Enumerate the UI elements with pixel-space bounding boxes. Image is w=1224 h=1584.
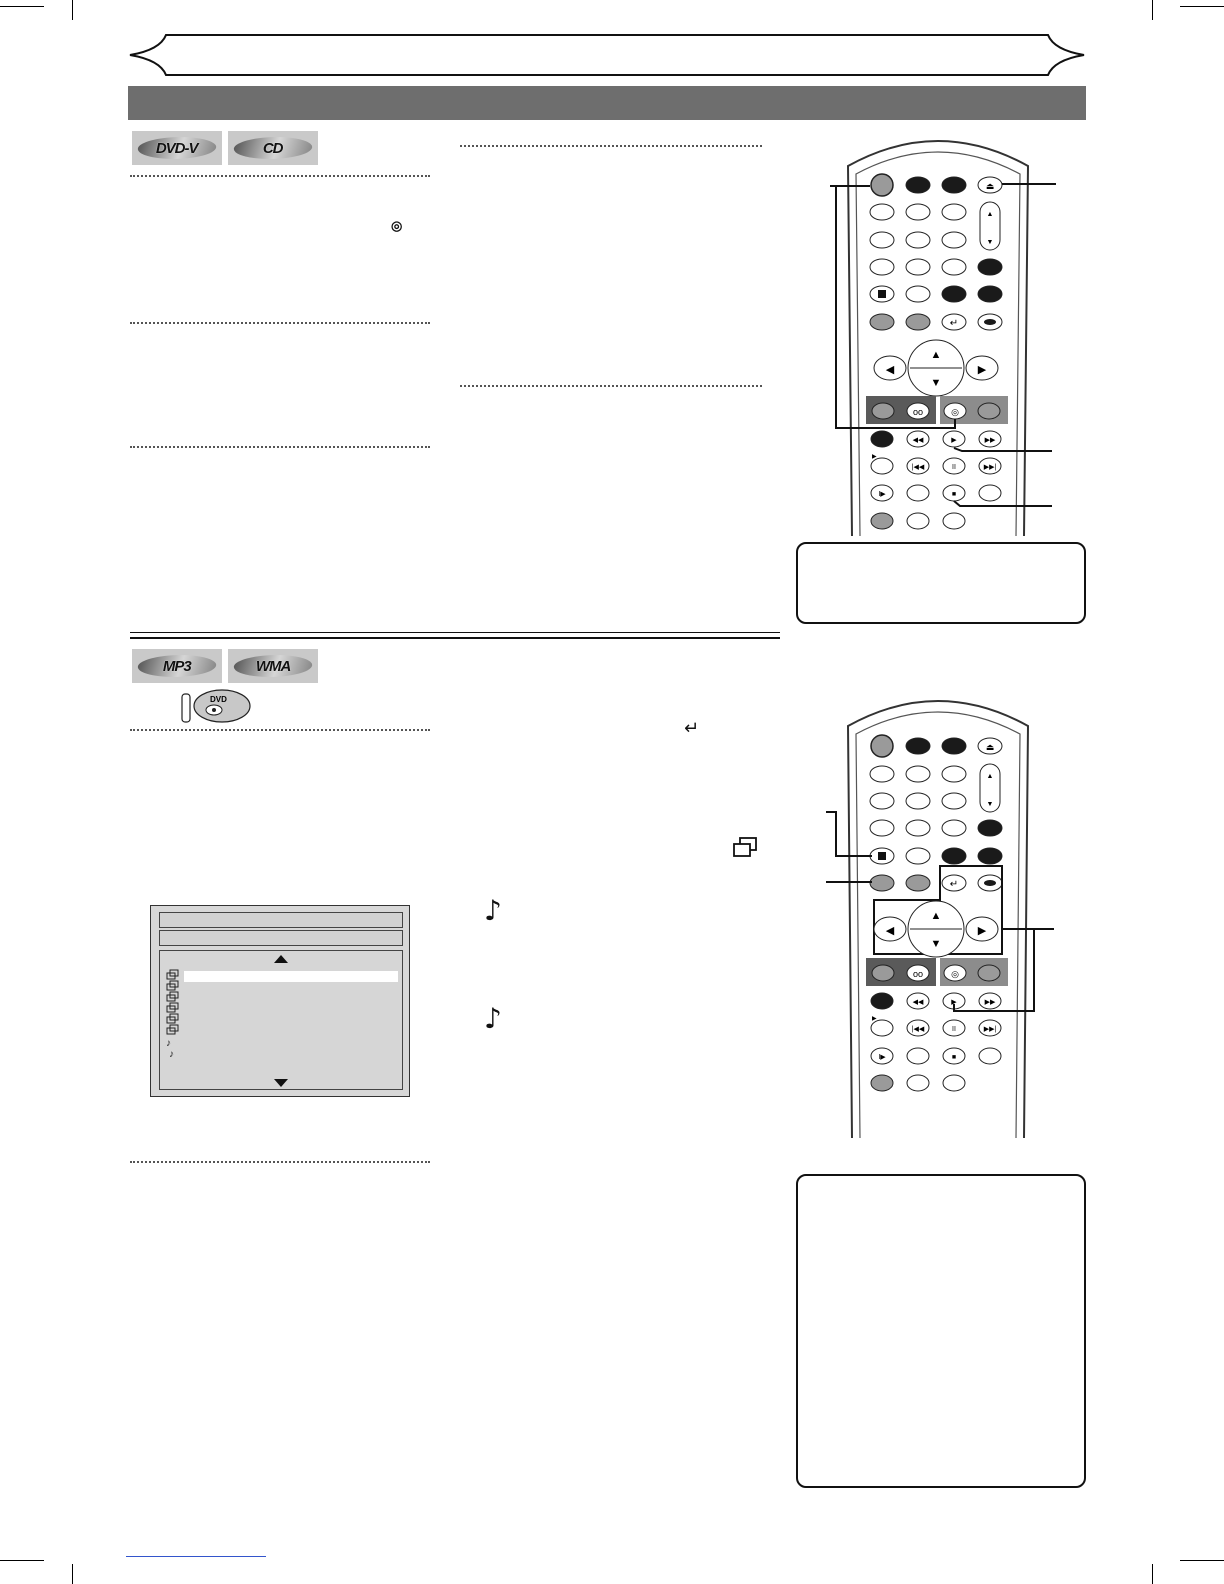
svg-text:◀◀: ◀◀ [912,437,924,444]
svg-text:▲: ▲ [930,910,942,922]
svg-text:I▶: I▶ [878,1054,886,1061]
svg-text:▶▶|: ▶▶| [983,1026,997,1033]
svg-text:▲: ▲ [986,773,994,780]
crop-mark [1152,0,1153,20]
svg-text:|◀◀: |◀◀ [911,1026,925,1033]
svg-text:oo: oo [912,969,924,979]
folder-icon [732,836,758,858]
screen-title-bar [159,912,403,928]
crop-mark [1180,6,1224,7]
dotted-divider [130,729,430,731]
dotted-divider [130,175,430,177]
file-list[interactable] [159,950,403,1090]
svg-text:▶: ▶ [951,999,957,1006]
note-box [796,1174,1086,1488]
section-divider [130,632,780,639]
cd-badge: CD [228,131,318,165]
mp3-badge: MP3 [132,649,222,683]
svg-text:◀: ◀ [885,364,895,376]
triangle-down-icon[interactable] [274,1079,288,1087]
svg-text:▶: ▶ [951,437,957,444]
svg-text:↵: ↵ [949,879,959,890]
svg-text:■: ■ [951,491,957,498]
svg-text:▶▶: ▶▶ [984,437,996,444]
svg-text:I▶: I▶ [878,491,886,498]
folder-icon[interactable] [166,969,180,1037]
music-note-icon[interactable]: ♪ [169,1049,174,1060]
svg-text:▲: ▲ [930,349,942,361]
screen-path-bar [159,930,403,946]
dotted-divider [460,385,762,387]
crop-mark [1180,1560,1224,1561]
svg-text:|◀◀: |◀◀ [911,464,925,471]
disc-insert-icon [180,688,252,724]
svg-text:◎: ◎ [951,407,959,417]
svg-text:■: ■ [951,1054,957,1061]
svg-text:◎: ◎ [951,969,959,979]
svg-text:▶▶: ▶▶ [984,999,996,1006]
music-note-icon[interactable]: ♪ [166,1038,171,1049]
svg-text:↵: ↵ [949,318,959,329]
svg-text:▲: ▲ [986,211,994,218]
wma-badge: WMA [228,649,318,683]
svg-text:▶: ▶ [872,1016,877,1022]
svg-text:▶▶|: ▶▶| [983,464,997,471]
music-note-icon: ♪ [484,1002,502,1035]
svg-text:▼: ▼ [930,938,942,950]
crop-mark [0,1560,44,1561]
crop-mark [0,6,44,7]
remote-control-top [790,126,1090,546]
svg-text:II: II [952,464,956,471]
section-title-bar [128,86,1086,120]
selected-row[interactable] [184,971,398,982]
svg-text:DVD: DVD [210,695,227,704]
enter-arrow-icon: ↵ [684,718,700,739]
remote-control-bottom [790,686,1090,1146]
svg-text:▶: ▶ [977,364,987,376]
svg-text:▼: ▼ [930,377,942,389]
svg-text:⏏: ⏏ [985,182,995,192]
svg-text:II: II [952,1026,956,1033]
crop-mark [72,1564,73,1584]
svg-text:⏏: ⏏ [985,743,995,753]
crop-mark [1152,1564,1153,1584]
dotted-divider [130,322,430,324]
disc-target-icon: ◎ [391,218,403,233]
svg-text:▼: ▼ [986,239,994,246]
dotted-divider [130,1161,430,1163]
dotted-divider [460,145,762,147]
svg-text:▶: ▶ [872,454,877,460]
footer-link-underline [126,1556,266,1557]
svg-text:oo: oo [912,407,924,417]
dvd-video-badge: DVD-V [132,131,222,165]
svg-text:◀: ◀ [885,925,895,937]
svg-text:▶: ▶ [977,925,987,937]
note-box [796,542,1086,624]
file-list-screen [150,905,410,1097]
power-button [871,174,893,196]
triangle-up-icon[interactable] [274,955,288,963]
header-banner [126,30,1088,80]
music-note-icon: ♪ [484,894,502,927]
crop-mark [72,0,73,20]
dotted-divider [130,446,430,448]
svg-text:▼: ▼ [986,801,994,808]
svg-text:◀◀: ◀◀ [912,999,924,1006]
